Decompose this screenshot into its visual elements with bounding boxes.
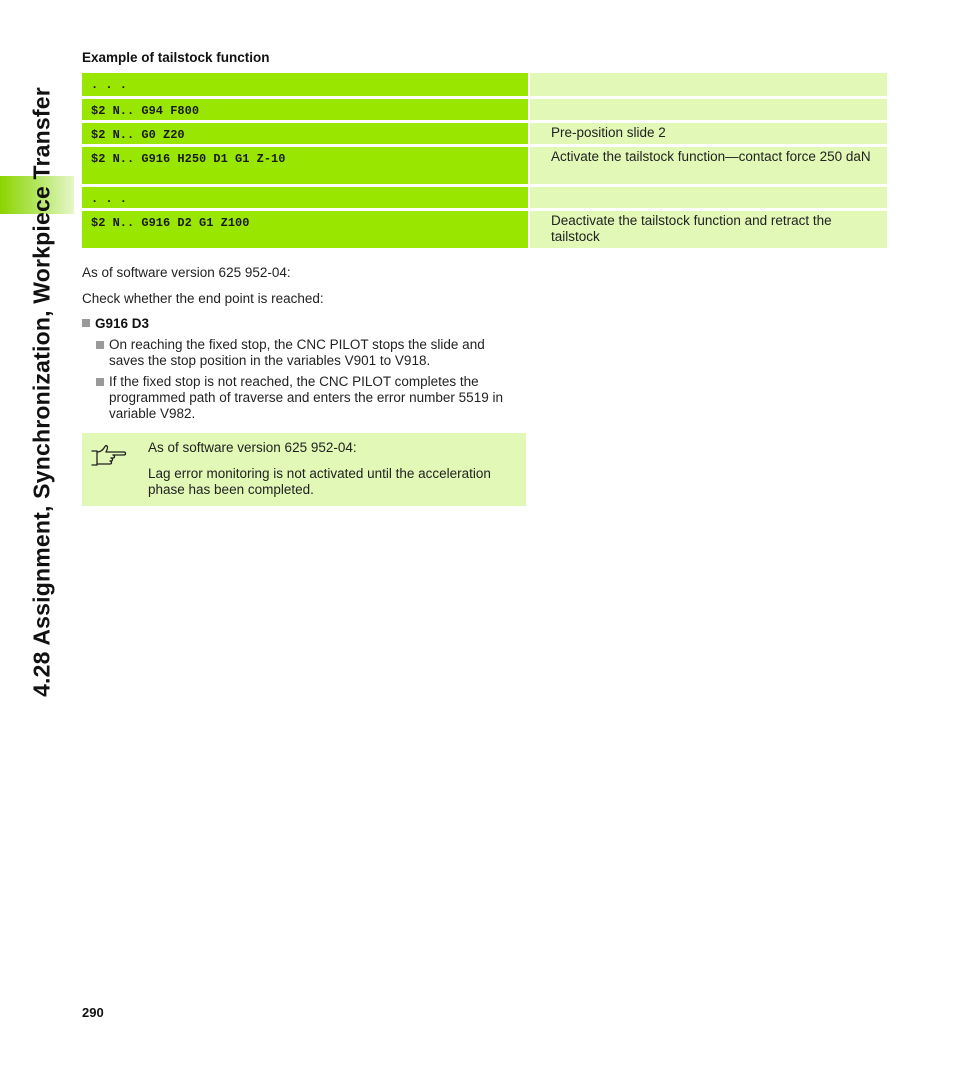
bullet-square-icon: [96, 341, 104, 349]
pointing-hand-icon: [91, 443, 127, 469]
code-table-row: [82, 99, 887, 120]
note-line-1: As of software version 625 952-04:: [148, 440, 357, 455]
check-paragraph: Check whether the end point is reached:: [82, 291, 324, 306]
bullet-main-label: G916 D3: [95, 316, 150, 331]
sub-bullet-text: On reaching the fixed stop, the CNC PILOT stops the slide and saves the stop position in the variables V901 to V918.: [109, 337, 485, 368]
nc-code-cell: . . .: [82, 73, 528, 96]
bullet-square-icon: [96, 378, 104, 386]
nc-code-cell: $2 N.. G916 H250 D1 G1 Z-10: [82, 147, 528, 184]
description-cell: [530, 187, 887, 208]
bullet-g916-d3: [82, 316, 149, 331]
description-cell: Activate the tailstock function—contact force 250 daN: [530, 147, 887, 184]
nc-code-cell: . . .: [82, 187, 528, 208]
code-table: [82, 73, 887, 251]
nc-code-cell: $2 N.. G916 D2 G1 Z100: [82, 211, 528, 248]
example-heading: Example of tailstock function: [82, 50, 270, 65]
description-cell: Deactivate the tailstock function and retract the tailstock: [530, 211, 887, 248]
code-table-row: [82, 73, 887, 96]
code-table-row: [82, 147, 887, 184]
sub-bullet-item: [96, 374, 521, 422]
version-paragraph: As of software version 625 952-04:: [82, 265, 291, 280]
description-cell: [530, 99, 887, 120]
chapter-side-title-text: 4.28 Assignment, Synchronization, Workpiece Transfer: [28, 87, 55, 697]
description-cell: Pre-position slide 2: [530, 123, 887, 144]
note-box: [82, 433, 526, 506]
code-table-row: [82, 123, 887, 144]
sub-bullet-item: [96, 337, 521, 369]
note-line-2: Lag error monitoring is not activated until the acceleration phase has been completed.: [148, 466, 491, 497]
sub-bullet-text: If the fixed stop is not reached, the CNC PILOT completes the programmed path of traverse and enters the error number 5519 in variable V982.: [109, 374, 503, 421]
code-table-row: [82, 211, 887, 248]
nc-code-cell: $2 N.. G94 F800: [82, 99, 528, 120]
nc-code-cell: $2 N.. G0 Z20: [82, 123, 528, 144]
code-table-row: [82, 187, 887, 208]
description-cell: [530, 73, 887, 96]
page-number: 290: [82, 1005, 104, 1020]
bullet-square-icon: [82, 319, 90, 327]
